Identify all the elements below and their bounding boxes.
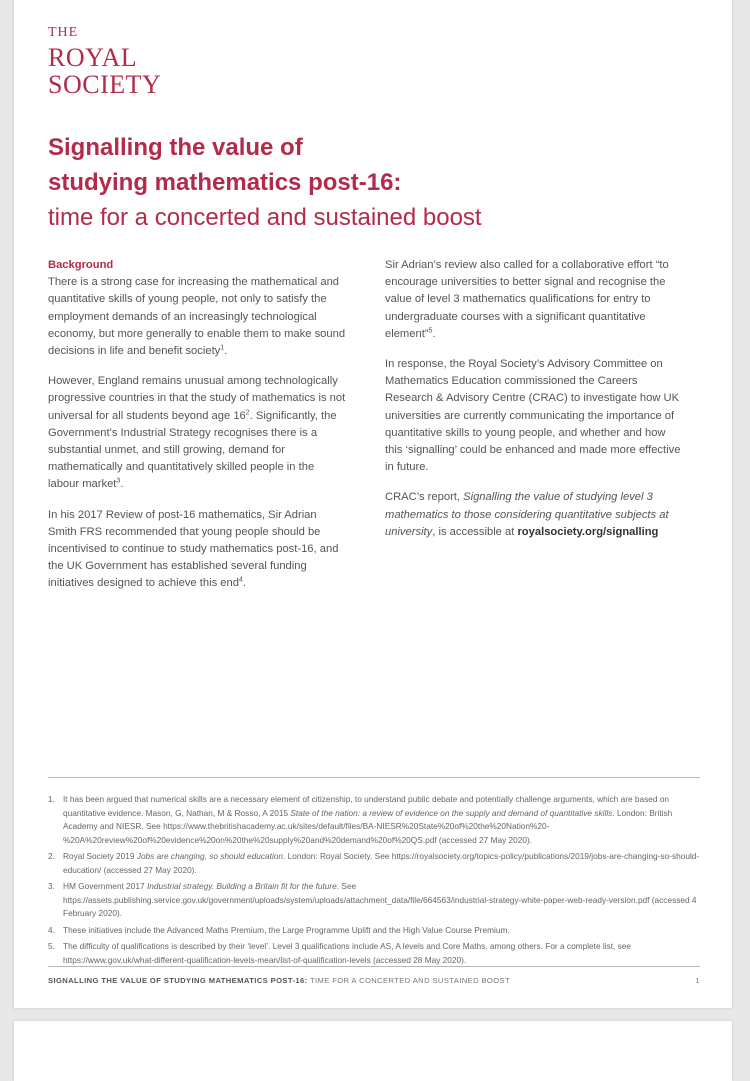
page-title	[48, 130, 688, 235]
footnote-2	[48, 850, 700, 877]
footnote-text: . See https://assets.publishing.service.gov.uk/government/uploads/system/uploads/attachment_data/file/664563/industrial-strategy-white-paper-web-ready-version.pdf (accessed 4 February 2020).	[63, 881, 697, 918]
footer-divider	[48, 966, 700, 967]
right-column	[385, 257, 685, 554]
signalling-link[interactable]: royalsociety.org/signalling	[517, 525, 659, 538]
response-paragraph	[385, 356, 685, 476]
title-line-2: studying mathematics post-16:	[48, 169, 402, 196]
paragraph-text: In his 2017 Review of post-16 mathematics, Sir Adrian Smith FRS recommended that young people should be incentivised to continue to study mathematics post-16, and the UK Government has established several funding initiatives designed to achieve this end	[48, 508, 339, 590]
footnote-italic: Jobs are changing, so should education	[136, 851, 284, 861]
footnotes-divider	[48, 777, 700, 778]
paragraph-text: . Significantly, the Government’s Industrial Strategy recognises there is a substantial unmet, and still growing, demand for mathematically and quantitatively skilled people in the labour market	[48, 409, 337, 491]
footnote-ref: 3	[116, 477, 121, 485]
page-number: 1	[695, 976, 700, 985]
footnote-text: . London: Royal Society. See https://royalsociety.org/topics-policy/publications/2019/jobs-are-changing-so-should-education/ (accessed 27 May 2020).	[63, 851, 700, 875]
footnote-text: Royal Society 2019	[63, 851, 137, 861]
footer-subtitle: TIME FOR A CONCERTED AND SUSTAINED BOOST	[307, 976, 511, 985]
footnote-text: The difficulty of qualifications is described by their ‘level’. Level 3 qualifications include AS, A levels and Core Maths, among others. For a complete list, see https://www.gov.uk/what-different-qualification-levels-mean/list-of-qualification-levels (accessed 28 May 2020).	[63, 941, 632, 965]
background-paragraph: Background There is a strong case for increasing the mathematical and quantitative skills of young people, not only to satisfy the employment demands of an increasingly technological economy, but more generally to enable them to make sound decisions in life and benefit society$^1$.	[48, 257, 348, 360]
paragraph-text: In response, the Royal Society’s Advisory Committee on Mathematics Education commissioned the Careers Research & Advisory Centre (CRAC) to investigate how UK universities are currently communicating the importance of quantitative skills to young people, and whether and how this ‘signalling’ could be enhanced and made more effective in future.	[385, 358, 681, 474]
footnote-5	[48, 940, 700, 967]
paragraph-text: There is a strong case for increasing the mathematical and quantitative skills of young people, not only to satisfy the employment demands of an increasingly technological economy, but more generally to enable them to make sound decisions in life and benefit society	[48, 276, 346, 358]
footer-title: SIGNALLING THE VALUE OF STUDYING MATHEMATICS POST-16:	[48, 976, 308, 985]
footnote-number: 5.	[48, 941, 55, 951]
report-paragraph	[385, 489, 685, 541]
footnote-ref: 5	[428, 327, 433, 335]
paragraph-text: , is accessible at	[432, 525, 518, 538]
logo-line-the: THE	[48, 25, 79, 40]
left-column	[48, 257, 348, 606]
footnote-number: 2.	[48, 851, 55, 861]
footnote-4	[48, 924, 700, 938]
report-title: Signalling the value of studying level 3 mathematics to those considering quantitative subjects at university	[385, 491, 669, 538]
footnote-text: . London: British Academy and NIESR. See https://www.thebritishacademy.ac.uk/sites/default/files/BA-NIESR%20State%20of%20the%20Nation%20-%20A%20review%20of%20evidence%20on%20the%20supply%20and%20demand%20of%20QS.pdf (accessed 27 May 2020).	[63, 807, 673, 845]
collaboration-paragraph: Sir Adrian’s review also called for a collaborative effort “to encourage universities to better signal and recognise the value of level 3 mathematics qualifications for entry to undergraduate courses with a significant quantitative element”$^5$.	[385, 259, 669, 340]
footnote-number: 3.	[48, 881, 55, 891]
footnote-italic: Industrial strategy. Building a Britain fit for the future	[146, 881, 337, 891]
section-heading-background: Background	[48, 259, 114, 271]
paragraph-text: CRAC’s report,	[385, 491, 464, 504]
footnote-text: These initiatives include the Advanced Maths Premium, the Large Programme Uplift and the High Value Course Premium.	[63, 924, 510, 935]
royal-society-logo	[48, 26, 161, 98]
document-page	[14, 0, 732, 1008]
footnote-ref: 4	[238, 576, 243, 584]
footnote-text: HM Government 2017	[63, 881, 147, 891]
review-paragraph: In his 2017 Review of post-16 mathematics, Sir Adrian Smith FRS recommended that young people should be incentivised to continue to study mathematics post-16, and the UK Government has established several funding initiatives designed to achieve this end$^4$.	[48, 508, 339, 590]
footnote-number: 1.	[48, 794, 55, 804]
title-line-1: Signalling the value of	[48, 134, 303, 161]
logo-line-society: SOCIETY	[48, 70, 162, 99]
footnote-3	[48, 880, 700, 921]
title-subtitle: time for a concerted and sustained boost	[48, 204, 482, 231]
logo-line-royal: ROYAL	[48, 43, 138, 72]
footnote-italic: State of the nation: a review of evidence on the supply and demand of quantitative skills	[290, 807, 613, 818]
paragraph-text: However, England remains unusual among technologically progressive countries in that the study of mathematics is not universal for all students beyond age 16	[48, 375, 346, 422]
footnote-number: 4.	[48, 924, 55, 935]
footnote-ref: 1	[220, 344, 225, 352]
footnotes-list	[48, 793, 700, 970]
footnote-ref: 2	[245, 408, 250, 416]
england-paragraph: However, England remains unusual among technologically progressive countries in that the study of mathematics is not universal for all students beyond age $16^2$. Significantly, the Government’s Industrial Strategy recognises there is a substantial unmet, and still growing, demand for mathematically and quantitatively skilled people in the labour market$^3$.	[48, 375, 346, 491]
next-page-preview	[14, 1021, 732, 1081]
page-footer	[48, 976, 700, 985]
footnote-1	[48, 793, 700, 847]
footnote-text: It has been argued that numerical skills are a necessary element of citizenship, to understand public debate and potentially challenge arguments, which are based on quantitative evidence. Mason, G, Nathan, M & Rosso, A 2015	[63, 794, 670, 818]
paragraph-text: Sir Adrian’s review also called for a collaborative effort “to encourage universities to better signal and recognise the value of level 3 mathematics qualifications for entry to undergraduate courses with a significant quantitative element”	[385, 259, 669, 340]
